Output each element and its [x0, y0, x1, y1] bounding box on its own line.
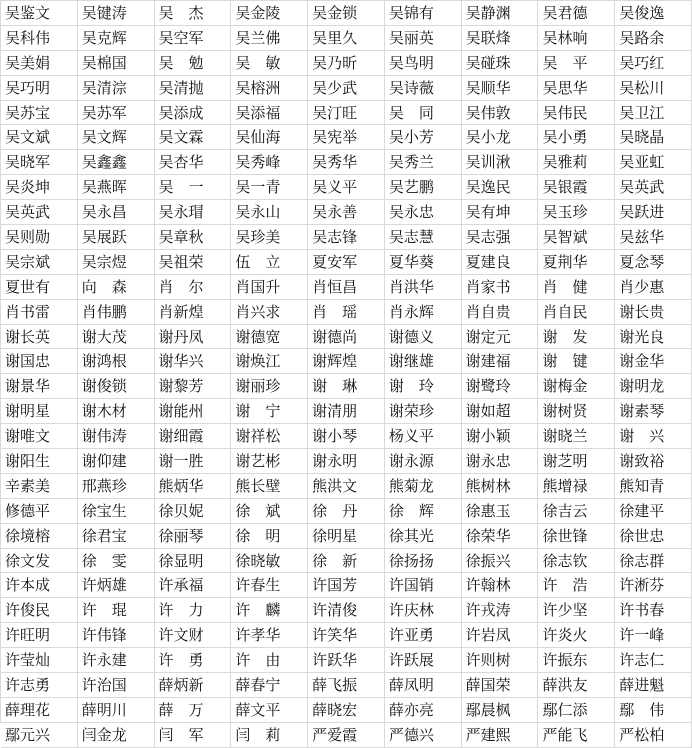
table-cell: 吴卫江 [615, 101, 692, 126]
table-cell: 谢晓兰 [538, 424, 615, 449]
table-cell: 吴小芳 [385, 125, 462, 150]
table-cell: 肖家书 [462, 275, 539, 300]
table-cell: 吴伟敦 [462, 101, 539, 126]
table-cell: 许跃华 [308, 648, 385, 673]
table-cell: 薛洪友 [538, 673, 615, 698]
table-cell: 肖自民 [538, 300, 615, 325]
table-cell: 邢燕珍 [78, 474, 155, 499]
table-cell: 熊增禄 [538, 474, 615, 499]
table-cell: 肖 瑶 [308, 300, 385, 325]
table-cell: 薛理花 [1, 698, 78, 723]
table-cell: 许 由 [231, 648, 308, 673]
table-cell: 吴鉴文 [1, 1, 78, 26]
table-cell: 吴 勉 [155, 51, 232, 76]
table-cell: 谢阳生 [1, 449, 78, 474]
table-cell: 吴跃进 [615, 200, 692, 225]
table-cell: 徐丽琴 [155, 524, 232, 549]
table-cell: 吴 敏 [231, 51, 308, 76]
table-cell: 许国芳 [308, 573, 385, 598]
table-cell: 吴联烽 [462, 26, 539, 51]
table-cell: 徐境榕 [1, 524, 78, 549]
table-cell: 肖 尔 [155, 275, 232, 300]
table-cell: 吴宪举 [308, 125, 385, 150]
table-cell: 吴棉国 [78, 51, 155, 76]
table-cell: 谢明龙 [615, 374, 692, 399]
table-cell: 吴文霖 [155, 125, 232, 150]
table-cell: 吴俊逸 [615, 1, 692, 26]
table-cell: 许则树 [462, 648, 539, 673]
table-cell: 吴锦有 [385, 1, 462, 26]
table-cell: 徐显明 [155, 549, 232, 574]
table-cell: 吴清淙 [78, 76, 155, 101]
table-cell: 许承福 [155, 573, 232, 598]
table-cell: 吴兰佛 [231, 26, 308, 51]
table-cell: 吴巧红 [615, 51, 692, 76]
table-cell: 熊长壁 [231, 474, 308, 499]
table-cell: 谢 琳 [308, 374, 385, 399]
table-cell: 闫金龙 [78, 723, 155, 748]
table-cell: 吴志强 [462, 225, 539, 250]
table-cell: 吴文辉 [78, 125, 155, 150]
table-cell: 薛飞振 [308, 673, 385, 698]
table-cell: 谢丽珍 [231, 374, 308, 399]
table-cell: 徐文发 [1, 549, 78, 574]
table-cell: 谢光良 [615, 325, 692, 350]
table-cell: 许戎涛 [462, 598, 539, 623]
table-cell: 谢景华 [1, 374, 78, 399]
table-cell: 吴路余 [615, 26, 692, 51]
table-cell: 谢明星 [1, 399, 78, 424]
table-cell: 许伟锋 [78, 623, 155, 648]
table-cell: 吴小龙 [462, 125, 539, 150]
table-cell: 吴杏华 [155, 150, 232, 175]
table-cell: 吴汀旺 [308, 101, 385, 126]
table-cell: 许春生 [231, 573, 308, 598]
table-cell: 许炳雄 [78, 573, 155, 598]
table-cell: 肖永辉 [385, 300, 462, 325]
table-cell: 向 森 [78, 275, 155, 300]
table-cell: 许 浩 [538, 573, 615, 598]
table-cell: 吴宗斌 [1, 250, 78, 275]
table-cell: 许跃展 [385, 648, 462, 673]
table-cell: 谢国忠 [1, 349, 78, 374]
table-cell: 吴亚虹 [615, 150, 692, 175]
table-cell: 薛炳新 [155, 673, 232, 698]
table-cell: 吴兹华 [615, 225, 692, 250]
table-cell: 吴 一 [155, 175, 232, 200]
table-cell: 肖自贵 [462, 300, 539, 325]
table-cell: 吴 杰 [155, 1, 232, 26]
table-cell: 吴有坤 [462, 200, 539, 225]
table-cell: 徐 雯 [78, 549, 155, 574]
table-cell: 徐晓敏 [231, 549, 308, 574]
table-cell: 徐 斌 [231, 499, 308, 524]
table-cell: 肖伟鹏 [78, 300, 155, 325]
table-cell: 徐惠玉 [462, 499, 539, 524]
table-cell: 许炎火 [538, 623, 615, 648]
table-cell: 许亚勇 [385, 623, 462, 648]
table-cell: 吴智斌 [538, 225, 615, 250]
table-cell: 吴银霞 [538, 175, 615, 200]
table-cell: 谢定元 [462, 325, 539, 350]
table-cell: 吴君德 [538, 1, 615, 26]
table-cell: 吴一青 [231, 175, 308, 200]
table-cell: 吴玉珍 [538, 200, 615, 225]
table-cell: 夏世有 [1, 275, 78, 300]
table-cell: 夏建良 [462, 250, 539, 275]
table-cell: 谢荣珍 [385, 399, 462, 424]
table-cell: 谢梅金 [538, 374, 615, 399]
table-cell: 肖恒昌 [308, 275, 385, 300]
table-cell: 吴英武 [615, 175, 692, 200]
table-cell: 薛晓宏 [308, 698, 385, 723]
table-cell: 许 麟 [231, 598, 308, 623]
table-cell: 鄢 伟 [615, 698, 692, 723]
table-cell: 夏荆华 [538, 250, 615, 275]
table-cell: 谢 宁 [231, 399, 308, 424]
table-cell: 吴训湫 [462, 150, 539, 175]
table-cell: 吴秀峰 [231, 150, 308, 175]
table-cell: 谢长英 [1, 325, 78, 350]
table-cell: 许笑华 [308, 623, 385, 648]
table-cell: 吴永昌 [78, 200, 155, 225]
table-cell: 谢辉煌 [308, 349, 385, 374]
table-cell: 谢德义 [385, 325, 462, 350]
table-cell: 熊树林 [462, 474, 539, 499]
table-cell: 夏念琴 [615, 250, 692, 275]
table-cell: 徐世锋 [538, 524, 615, 549]
table-cell: 吴则勋 [1, 225, 78, 250]
table-cell: 闫 军 [155, 723, 232, 748]
table-cell: 谢能州 [155, 399, 232, 424]
table-cell: 肖洪华 [385, 275, 462, 300]
table-cell: 吴晓晶 [615, 125, 692, 150]
table-cell: 吴苏宝 [1, 101, 78, 126]
table-cell: 吴义平 [308, 175, 385, 200]
table-cell: 谢致裕 [615, 449, 692, 474]
table-cell: 徐明星 [308, 524, 385, 549]
table-cell: 谢如超 [462, 399, 539, 424]
table-cell: 谢细霞 [155, 424, 232, 449]
table-cell: 谢长贵 [615, 300, 692, 325]
table-cell: 吴志慧 [385, 225, 462, 250]
table-cell: 肖 健 [538, 275, 615, 300]
table-cell: 许岩凤 [462, 623, 539, 648]
table-cell: 徐贝妮 [155, 499, 232, 524]
table-cell: 谢永忠 [462, 449, 539, 474]
table-cell: 谢建福 [462, 349, 539, 374]
table-cell: 许文财 [155, 623, 232, 648]
table-cell: 修德平 [1, 499, 78, 524]
table-cell: 许振东 [538, 648, 615, 673]
table-cell: 徐荣华 [462, 524, 539, 549]
table-cell: 夏华葵 [385, 250, 462, 275]
table-cell: 吴文斌 [1, 125, 78, 150]
table-cell: 肖少惠 [615, 275, 692, 300]
table-cell: 闫 莉 [231, 723, 308, 748]
table-cell: 吴永善 [308, 200, 385, 225]
table-cell: 吴 平 [538, 51, 615, 76]
table-cell: 吴巧明 [1, 76, 78, 101]
table-cell: 徐志群 [615, 549, 692, 574]
table-cell: 谢木材 [78, 399, 155, 424]
table-cell: 徐志钦 [538, 549, 615, 574]
table-cell: 吴秀兰 [385, 150, 462, 175]
table-cell: 吴克辉 [78, 26, 155, 51]
table-cell: 许志仁 [615, 648, 692, 673]
table-cell: 谢俊锁 [78, 374, 155, 399]
table-cell: 谢 发 [538, 325, 615, 350]
table-cell: 谢 兴 [615, 424, 692, 449]
table-cell: 许少坚 [538, 598, 615, 623]
table-cell: 吴鸟明 [385, 51, 462, 76]
table-cell: 谢小琴 [308, 424, 385, 449]
table-cell: 吴晓军 [1, 150, 78, 175]
table-cell: 谢芝明 [538, 449, 615, 474]
table-cell: 许俊民 [1, 598, 78, 623]
table-cell: 吴逸民 [462, 175, 539, 200]
table-cell: 徐 丹 [308, 499, 385, 524]
table-cell: 吴志锋 [308, 225, 385, 250]
table-cell: 谢一胜 [155, 449, 232, 474]
table-cell: 吴林响 [538, 26, 615, 51]
table-cell: 徐吉云 [538, 499, 615, 524]
table-cell: 谢德宽 [231, 325, 308, 350]
table-cell: 吴伟民 [538, 101, 615, 126]
table-cell: 吴秀华 [308, 150, 385, 175]
table-cell: 徐 新 [308, 549, 385, 574]
table-cell: 薛进魁 [615, 673, 692, 698]
table-cell: 谢唯文 [1, 424, 78, 449]
table-cell: 吴松川 [615, 76, 692, 101]
table-cell: 徐其光 [385, 524, 462, 549]
table-cell: 严建熙 [462, 723, 539, 748]
table-cell: 吴宗煜 [78, 250, 155, 275]
table-cell: 谢鸿根 [78, 349, 155, 374]
table-cell: 夏安军 [308, 250, 385, 275]
table-cell: 吴美娟 [1, 51, 78, 76]
table-cell: 谢艺彬 [231, 449, 308, 474]
table-cell: 薛文平 [231, 698, 308, 723]
table-cell: 吴雅莉 [538, 150, 615, 175]
table-cell: 吴艺鹏 [385, 175, 462, 200]
table-cell: 吴键涛 [78, 1, 155, 26]
table-cell: 薛亦亮 [385, 698, 462, 723]
table-cell: 徐 明 [231, 524, 308, 549]
table-cell: 吴永瑁 [155, 200, 232, 225]
table-cell: 杨义平 [385, 424, 462, 449]
table-cell: 吴章秋 [155, 225, 232, 250]
table-cell: 肖国升 [231, 275, 308, 300]
table-cell: 谢祥松 [231, 424, 308, 449]
table-cell: 伍 立 [231, 250, 308, 275]
table-cell: 徐宝生 [78, 499, 155, 524]
table-cell: 许清俊 [308, 598, 385, 623]
table-cell: 许永建 [78, 648, 155, 673]
table-cell: 谢黎芳 [155, 374, 232, 399]
table-cell: 吴乃昕 [308, 51, 385, 76]
table-cell: 吴炎坤 [1, 175, 78, 200]
table-cell: 吴科伟 [1, 26, 78, 51]
table-cell: 谢华兴 [155, 349, 232, 374]
table-cell: 薛明川 [78, 698, 155, 723]
table-cell: 严爱霞 [308, 723, 385, 748]
table-cell: 谢清朋 [308, 399, 385, 424]
table-cell: 谢仰建 [78, 449, 155, 474]
table-cell: 吴榕洲 [231, 76, 308, 101]
table-cell: 吴鑫鑫 [78, 150, 155, 175]
table-cell: 吴诗薇 [385, 76, 462, 101]
table-cell: 吴英武 [1, 200, 78, 225]
table-cell: 鄢仁添 [538, 698, 615, 723]
table-cell: 许本成 [1, 573, 78, 598]
table-cell: 吴珍美 [231, 225, 308, 250]
table-cell: 徐扬扬 [385, 549, 462, 574]
table-cell: 许 琨 [78, 598, 155, 623]
table-cell: 谢德尚 [308, 325, 385, 350]
table-cell: 许庆林 [385, 598, 462, 623]
table-cell: 谢大茂 [78, 325, 155, 350]
table-cell: 肖书雷 [1, 300, 78, 325]
table-cell: 许淅芬 [615, 573, 692, 598]
table-cell: 吴永忠 [385, 200, 462, 225]
table-cell: 熊炳华 [155, 474, 232, 499]
table-cell: 徐世忠 [615, 524, 692, 549]
table-cell: 谢金华 [615, 349, 692, 374]
table-cell: 薛国荣 [462, 673, 539, 698]
table-cell: 谢素琴 [615, 399, 692, 424]
table-cell: 徐振兴 [462, 549, 539, 574]
table-cell: 吴清抛 [155, 76, 232, 101]
table-cell: 吴碰珠 [462, 51, 539, 76]
table-cell: 熊洪文 [308, 474, 385, 499]
table-cell: 熊知青 [615, 474, 692, 499]
table-cell: 谢丹凤 [155, 325, 232, 350]
table-cell: 吴永山 [231, 200, 308, 225]
table-cell: 许志勇 [1, 673, 78, 698]
table-cell: 吴添成 [155, 101, 232, 126]
table-cell: 许国销 [385, 573, 462, 598]
table-cell: 许书春 [615, 598, 692, 623]
table-cell: 谢 玲 [385, 374, 462, 399]
table-cell: 许旺明 [1, 623, 78, 648]
table-cell: 许莹灿 [1, 648, 78, 673]
table-cell: 吴 同 [385, 101, 462, 126]
table-cell: 薛 万 [155, 698, 232, 723]
table-cell: 许一峰 [615, 623, 692, 648]
table-cell: 严松柏 [615, 723, 692, 748]
table-cell: 辛素美 [1, 474, 78, 499]
table-cell: 吴燕晖 [78, 175, 155, 200]
table-cell: 鄢晨枫 [462, 698, 539, 723]
table-cell: 吴空军 [155, 26, 232, 51]
table-cell: 谢伟涛 [78, 424, 155, 449]
table-cell: 吴金锁 [308, 1, 385, 26]
table-cell: 吴添福 [231, 101, 308, 126]
table-cell: 吴展跃 [78, 225, 155, 250]
table-cell: 吴金陵 [231, 1, 308, 26]
table-cell: 许 勇 [155, 648, 232, 673]
table-cell: 许 力 [155, 598, 232, 623]
table-cell: 吴小勇 [538, 125, 615, 150]
table-cell: 许治国 [78, 673, 155, 698]
table-cell: 肖新煌 [155, 300, 232, 325]
table-cell: 谢鹭玲 [462, 374, 539, 399]
table-cell: 谢永源 [385, 449, 462, 474]
table-cell: 谢继雄 [385, 349, 462, 374]
table-cell: 吴仙海 [231, 125, 308, 150]
table-cell: 吴苏军 [78, 101, 155, 126]
table-cell: 吴祖荣 [155, 250, 232, 275]
table-cell: 熊菊龙 [385, 474, 462, 499]
table-cell: 吴丽英 [385, 26, 462, 51]
table-cell: 吴思华 [538, 76, 615, 101]
table-cell: 吴静渊 [462, 1, 539, 26]
table-cell: 鄢元兴 [1, 723, 78, 748]
table-cell: 谢 键 [538, 349, 615, 374]
table-cell: 徐建平 [615, 499, 692, 524]
table-cell: 许翰林 [462, 573, 539, 598]
table-cell: 徐 辉 [385, 499, 462, 524]
table-cell: 严能飞 [538, 723, 615, 748]
table-cell: 谢焕江 [231, 349, 308, 374]
table-cell: 薛春宁 [231, 673, 308, 698]
table-cell: 吴顺华 [462, 76, 539, 101]
table-cell: 许孝华 [231, 623, 308, 648]
table-cell: 谢树贤 [538, 399, 615, 424]
table-cell: 谢小颖 [462, 424, 539, 449]
table-cell: 薛凤明 [385, 673, 462, 698]
table-cell: 吴里久 [308, 26, 385, 51]
table-cell: 吴少武 [308, 76, 385, 101]
table-cell: 严德兴 [385, 723, 462, 748]
table-cell: 徐君宝 [78, 524, 155, 549]
table-cell: 谢永明 [308, 449, 385, 474]
table-cell: 肖兴求 [231, 300, 308, 325]
